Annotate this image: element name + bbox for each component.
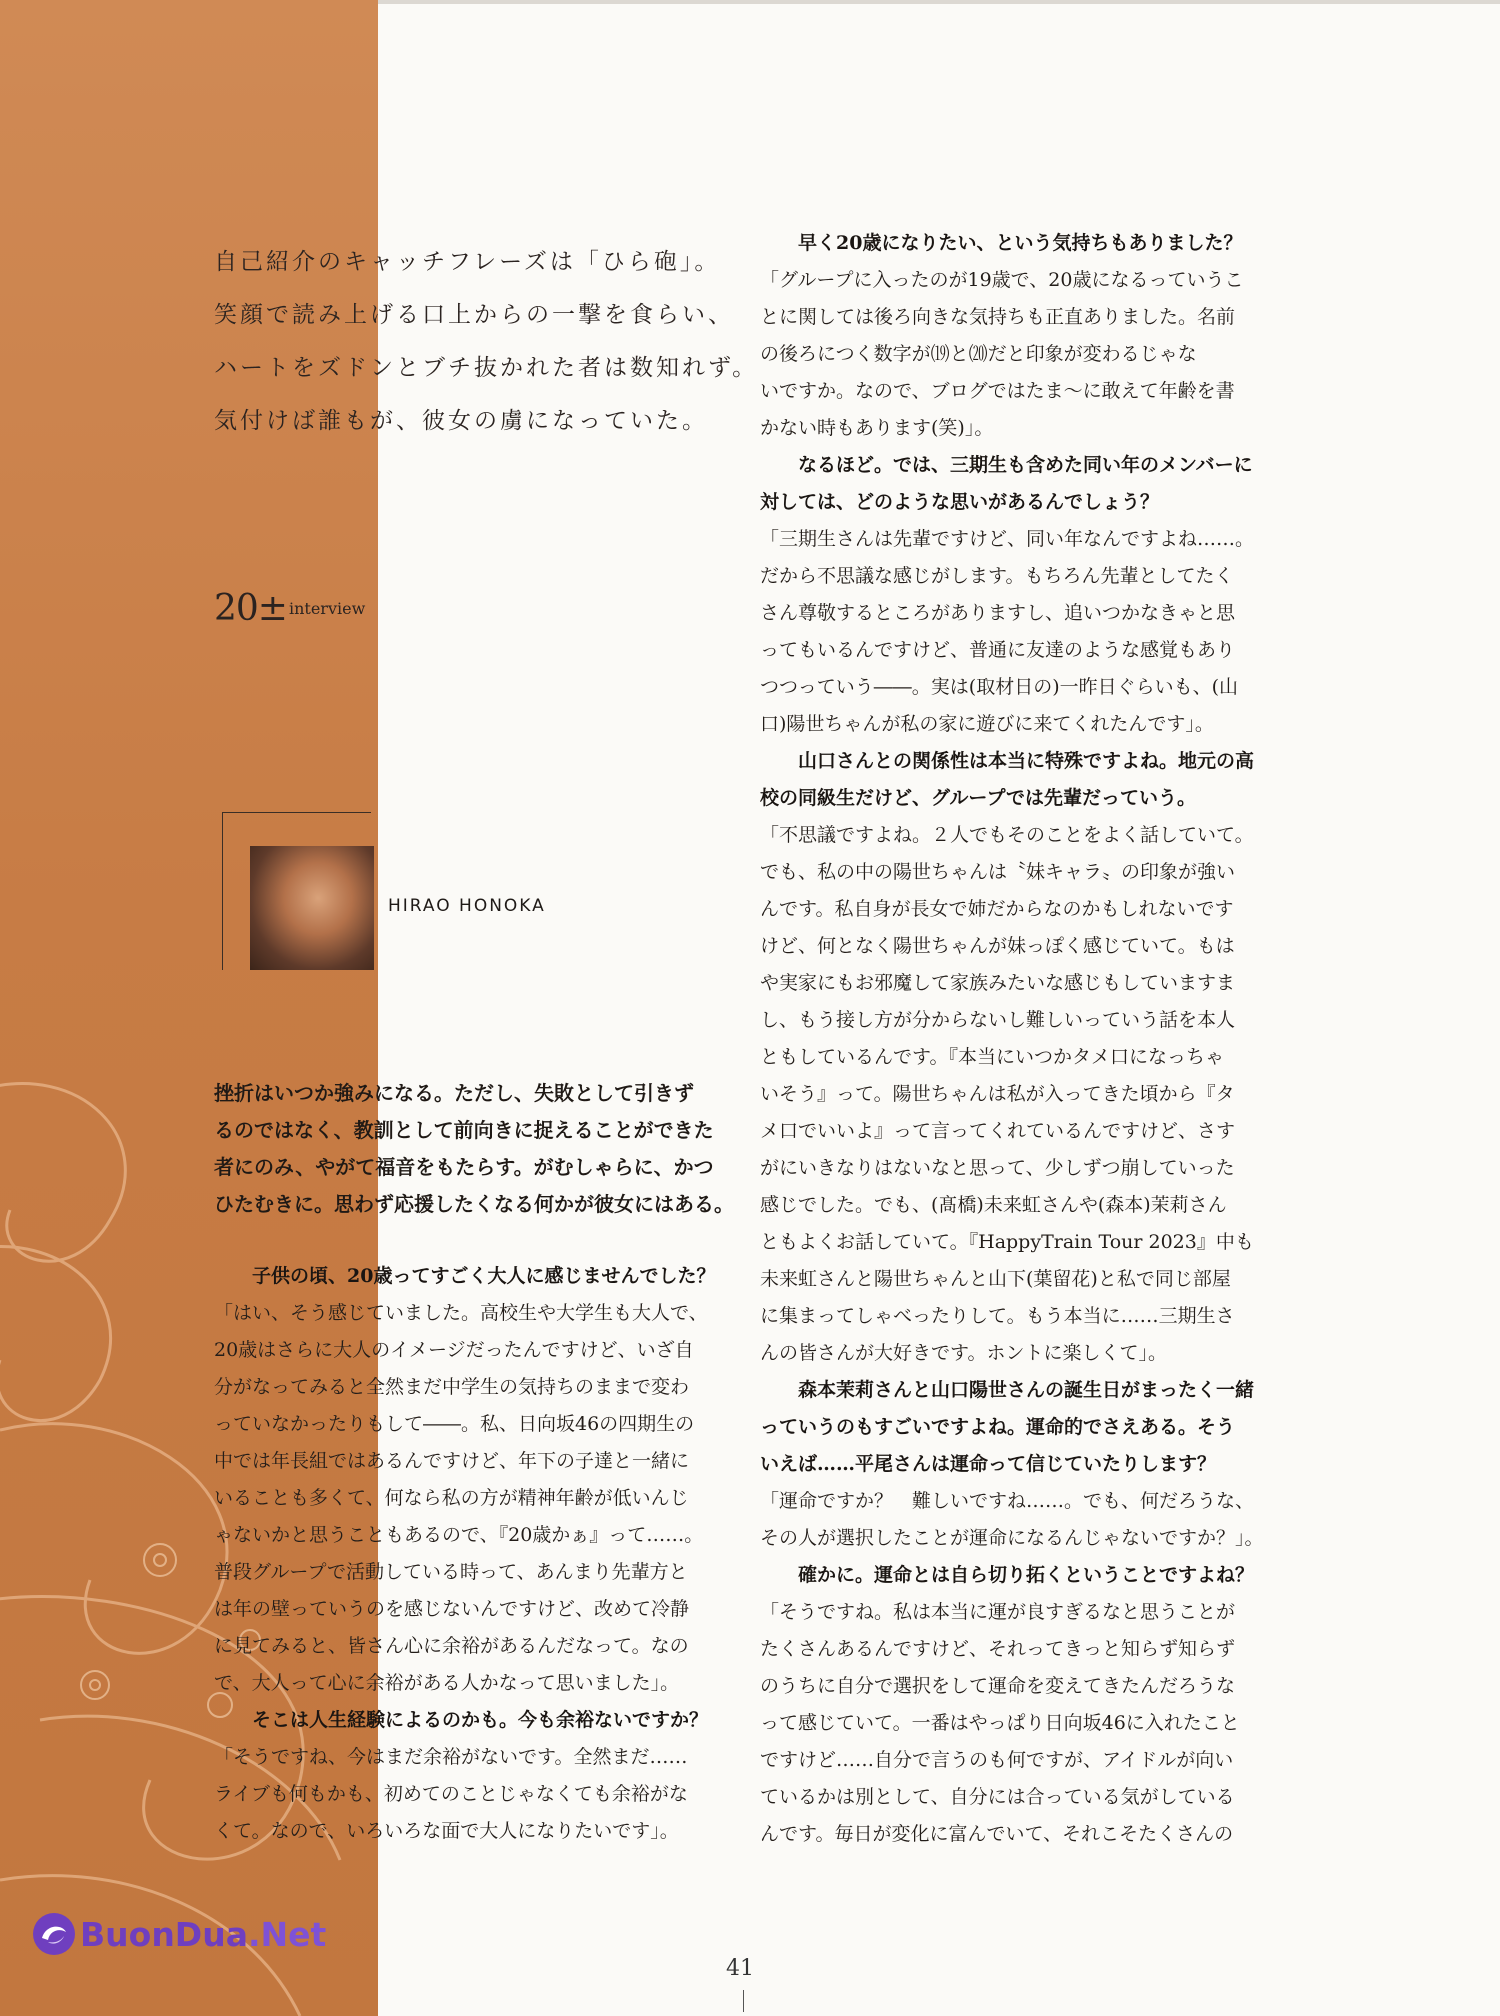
series-logo <box>214 588 365 629</box>
question-line: 確かに。運命とは自ら切り拓くということですよね？ <box>798 1564 1255 1586</box>
catchphrase-line: 自己紹介のキャッチフレーズは「ひら砲」。 <box>214 249 721 275</box>
answer-line: 普段グループで活動している時って、あんまり先輩方と <box>214 1561 688 1583</box>
answer-line: 「不思議ですよね。２人でもそのことをよく話していて。 <box>760 824 1254 846</box>
answer-line: の後ろにつく数字が⒆と⒇だと印象が変わるじゃな <box>760 343 1197 365</box>
answer-line: さん尊敬するところがありますし、追いつかなきゃと思 <box>760 602 1236 624</box>
question-line: っていうのもすごいですよね。運命的でさえある。そう <box>760 1416 1236 1438</box>
answer-line: かない時もあります(笑)」。 <box>760 417 994 439</box>
question-line: そこは人生経験によるのかも。今も余裕ないですか？ <box>252 1709 709 1731</box>
answer-line: 「運命ですか？ 難しいですね……。でも、何だろうな、 <box>760 1490 1255 1512</box>
answer-line: 「三期生さんは先輩ですけど、同い年なんですよね……。 <box>760 528 1255 550</box>
answer-line: っていなかったりもして――。私、日向坂46の四期生の <box>214 1413 695 1435</box>
answer-line: に集まってしゃべったりして。もう本当に……三期生さ <box>760 1305 1235 1327</box>
catchphrase-line: ハートをズドンとブチ抜かれた者は数知れず。 <box>214 355 759 381</box>
answer-line: その人が選択したことが運命になるんじゃないですか？」。 <box>760 1527 1264 1549</box>
answer-line: ゃないかと思うこともあるので、『20歳かぁ』って……。 <box>214 1524 704 1546</box>
answer-line: ライブも何もかも、初めてのことじゃなくても余裕がな <box>214 1783 688 1805</box>
answer-line: つつっていう――。実は(取材日の)一昨日ぐらいも、(山 <box>760 676 1239 698</box>
answer-line: いそう』って。陽世ちゃんは私が入ってきた頃から『タ <box>760 1083 1235 1105</box>
answer-line: ってもいるんですけど、普通に友達のような感覚もあり <box>760 639 1236 661</box>
answer-line: 感じでした。でも、(髙橋)未来虹さんや(森本)茉莉さん <box>760 1194 1227 1216</box>
answer-line: 未来虹さんと陽世ちゃんと山下(葉留花)と私で同じ部屋 <box>760 1268 1231 1290</box>
page-top-edge <box>378 0 1500 4</box>
answer-line: くて。なので、いろいろな面で大人になりたいです」。 <box>214 1820 679 1842</box>
answer-line: とに関しては後ろ向きな気持ちも正直ありました。名前 <box>760 306 1236 328</box>
answer-line: 中では年長組ではあるんですけど、年下の子達と一緒に <box>214 1450 690 1472</box>
lead-line: ひたむきに。思わず応援したくなる何かが彼女にはある。 <box>214 1192 734 1216</box>
answer-line: ともしているんです。『本当にいつかタメ口になっちゃ <box>760 1046 1224 1068</box>
question-line: 早く20歳になりたい、という気持ちもありました？ <box>798 232 1243 254</box>
answer-line: がにいきなりはないなと思って、少しずつ崩していった <box>760 1157 1235 1179</box>
answer-line: んです。私自身が長女で姉だからなのかもしれないです <box>760 898 1234 920</box>
interview-column-left <box>214 1258 734 1850</box>
question-line: いえば……平尾さんは運命って信じていたりします？ <box>760 1453 1217 1475</box>
question-line: 対しては、どのような思いがあるんでしょう？ <box>760 491 1160 513</box>
watermark-suffix: .Net <box>247 1914 327 1954</box>
interview-column-right <box>760 225 1280 1853</box>
answer-line: だから不思議な感じがします。もちろん先輩としてたく <box>760 565 1234 587</box>
answer-line: んの皆さんが大好きです。ホントに楽しくて」。 <box>760 1342 1167 1364</box>
lead-line: 挫折はいつか強みになる。ただし、失敗として引きず <box>214 1081 694 1105</box>
answer-line: ているかは別として、自分には合っている気がしている <box>760 1786 1235 1808</box>
watermark-logo-icon <box>32 1912 76 1956</box>
answer-line: 20歳はさらに大人のイメージだったんですけど、いざ自 <box>214 1339 694 1361</box>
lead-line: 者にのみ、やがて福音をもたらす。がむしゃらに、かつ <box>214 1155 714 1179</box>
answer-line: 「グループに入ったのが19歳で、20歳になるっていうこ <box>760 269 1244 291</box>
question-line: 校の同級生だけど、グループでは先輩だっていう。 <box>760 787 1197 809</box>
lead-paragraph <box>214 1075 734 1223</box>
answer-line: し、もう接し方が分からないし難しいっていう話を本人 <box>760 1009 1236 1031</box>
answer-line: 分がなってみると全然まだ中学生の気持ちのままで変わ <box>214 1376 690 1398</box>
catchphrase-line: 気付けば誰もが、彼女の虜になっていた。 <box>214 408 708 434</box>
profile-name: HIRAO HONOKA <box>388 896 546 916</box>
series-number: 20± <box>214 588 287 629</box>
answer-line: で、大人って心に余裕がある人かなって思いました」。 <box>214 1672 680 1694</box>
watermark-text: BuonDua <box>80 1914 248 1954</box>
question-line: なるほど。では、三期生も含めた同い年のメンバーに <box>798 454 1253 476</box>
answer-line: 「そうですね。私は本当に運が良すぎるなと思うことが <box>760 1601 1236 1623</box>
answer-line: いることも多くて、何なら私の方が精神年齢が低いんじ <box>214 1487 689 1509</box>
series-word: interview <box>288 599 366 618</box>
portrait-photo <box>250 846 374 970</box>
answer-line: って感じていて。一番はやっぱり日向坂46に入れたこと <box>760 1712 1240 1734</box>
lead-line: るのではなく、教訓として前向きに捉えることができた <box>214 1118 714 1142</box>
answer-line: 口)陽世ちゃんが私の家に遊びに来てくれたんです」。 <box>760 713 1214 735</box>
answer-line: ともよくお話していて。『HappyTrain Tour 2023』中も <box>760 1231 1254 1253</box>
answer-line: は年の壁っていうのを感じないんですけど、改めて冷静 <box>214 1598 690 1620</box>
answer-line: 「はい、そう感じていました。高校生や大学生も大人で、 <box>214 1302 708 1324</box>
answer-line: いですか。なので、ブログではたま～に敢えて年齢を書 <box>760 380 1235 402</box>
answer-line: ですけど……自分で言うのも何ですが、アイドルが向い <box>760 1749 1234 1771</box>
answer-line: や実家にもお邪魔して家族みたいな感じもしていますま <box>760 972 1236 994</box>
answer-line: 「そうですね、今はまだ余裕がないです。全然まだ…… <box>214 1746 688 1768</box>
catchphrase-line: 笑顔で読み上げる口上からの一撃を食らい、 <box>214 302 734 328</box>
question-line: 山口さんとの関係性は本当に特殊ですよね。地元の高 <box>798 750 1255 772</box>
answer-line: メ口でいいよ』って言ってくれているんですけど、さす <box>760 1120 1236 1142</box>
answer-line: のうちに自分で選択をして運命を変えてきたんだろうな <box>760 1675 1236 1697</box>
catchphrase-block <box>214 236 759 448</box>
question-line: 森本茉莉さんと山口陽世さんの誕生日がまったく一緒 <box>798 1379 1255 1401</box>
page-number: 41 <box>726 1956 754 1981</box>
question-line: 子供の頃、20歳ってすごく大人に感じませんでした？ <box>252 1265 716 1287</box>
watermark <box>32 1912 326 1956</box>
answer-line: んです。毎日が変化に富んでいて、それこそたくさんの <box>760 1823 1234 1845</box>
answer-line: けど、何となく陽世ちゃんが妹っぽく感じていて。もは <box>760 935 1235 957</box>
answer-line: に見てみると、皆さん心に余裕があるんだなって。なの <box>214 1635 689 1657</box>
page-tick <box>743 1990 744 2012</box>
answer-line: でも、私の中の陽世ちゃんは〝妹キャラ〟の印象が強い <box>760 861 1236 883</box>
answer-line: たくさんあるんですけど、それってきっと知らず知らず <box>760 1638 1236 1660</box>
